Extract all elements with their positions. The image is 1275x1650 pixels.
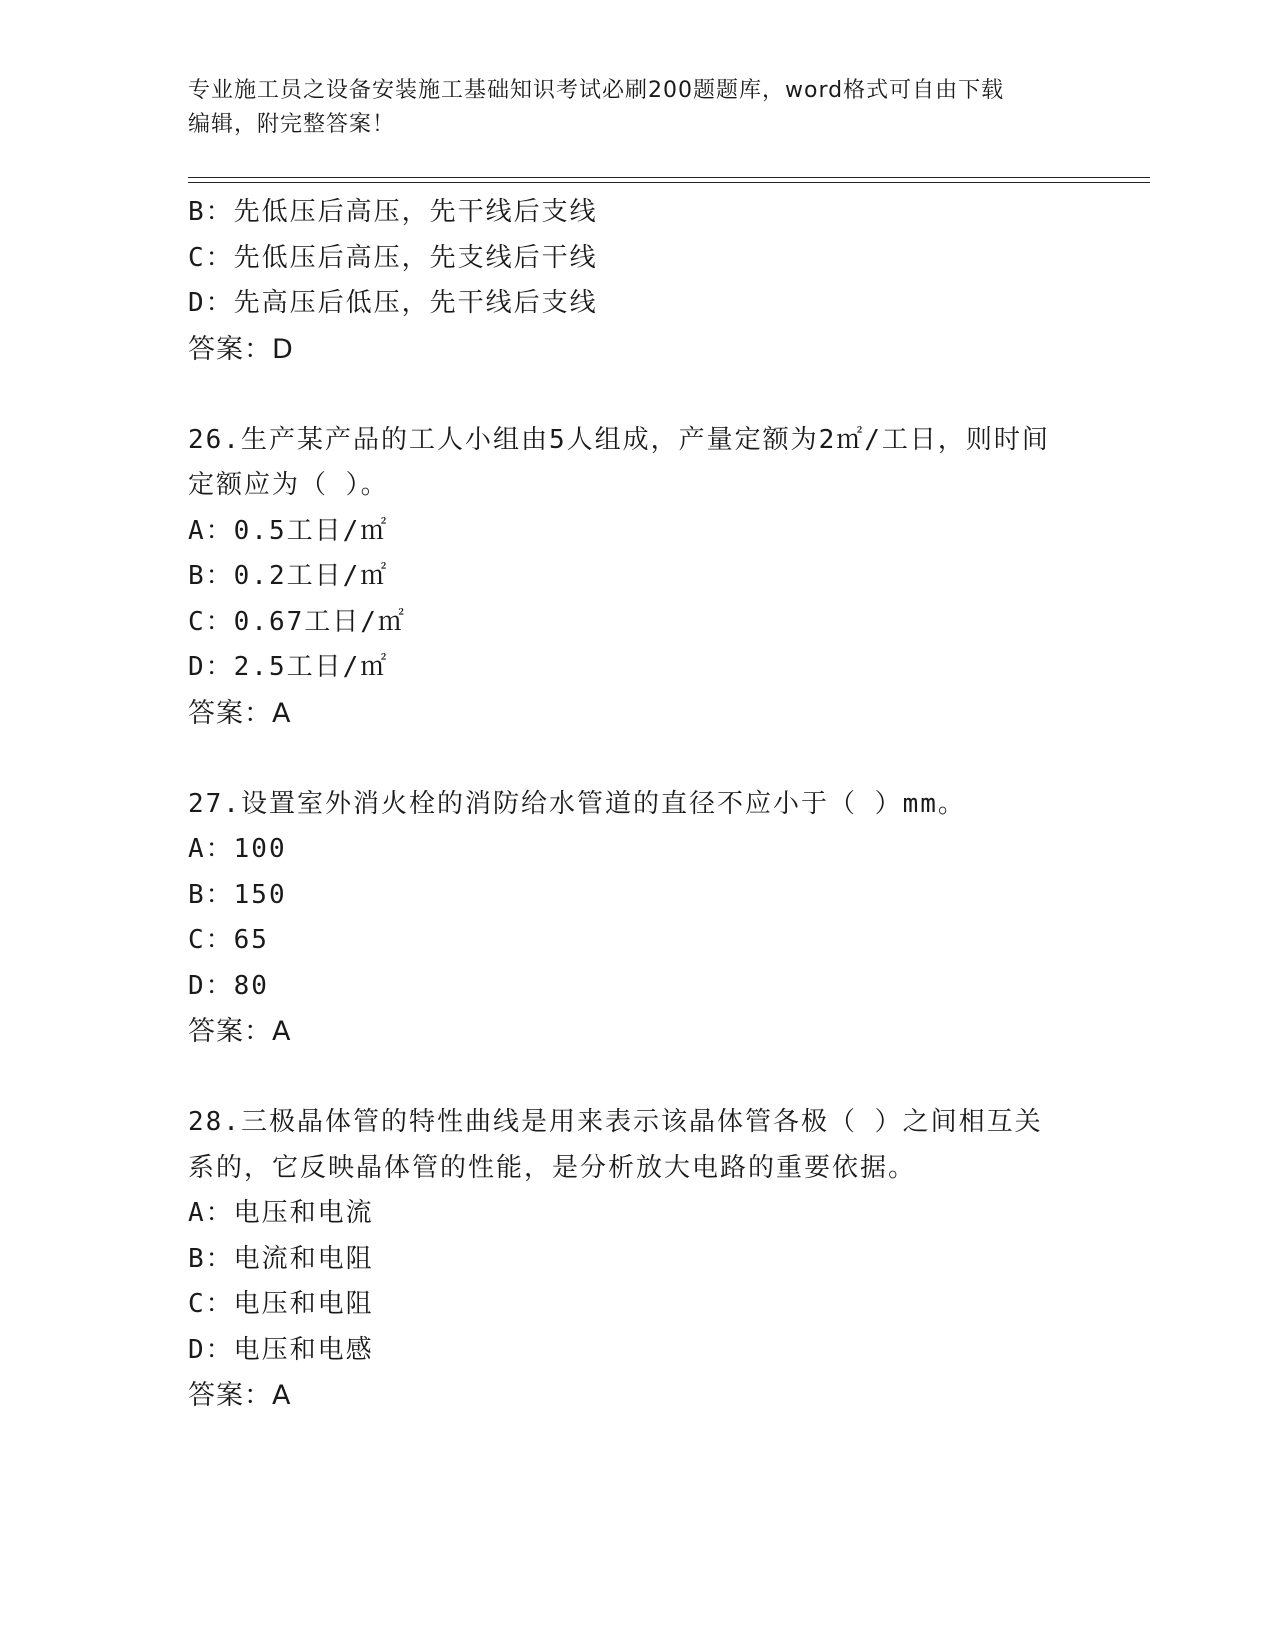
question-stem: 27.设置室外消火栓的消防给水管道的直径不应小于（ ）mm。 xyxy=(188,788,966,819)
answer: 答案：D xyxy=(188,333,294,365)
question-stem: 28.三极晶体管的特性曲线是用来表示该晶体管各极（ ）之间相互关 xyxy=(188,1107,1043,1137)
option-b: B：0.2工日/㎡ xyxy=(188,561,389,591)
question-spacer xyxy=(188,736,1088,782)
option-b: B：电流和电阻 xyxy=(188,1243,374,1274)
option-a: A：电压和电流 xyxy=(188,1198,374,1228)
header-divider-top xyxy=(188,177,1150,178)
option-b: B：先低压后高压，先干线后支线 xyxy=(188,197,598,227)
option-c: C：电压和电阻 xyxy=(188,1289,374,1319)
question-26 xyxy=(188,418,1088,737)
option-a: A：0.5工日/㎡ xyxy=(188,515,389,546)
answer: 答案：A xyxy=(188,1380,292,1411)
answer: 答案：A xyxy=(188,1016,292,1047)
question-27 xyxy=(188,782,1088,1055)
header-line-1: 专业施工员之设备安装施工基础知识考试必刷200题题库，word格式可自由下载 xyxy=(188,78,1005,103)
question-stem: 26.生产某产品的工人小组由5人组成，产量定额为2㎡/工日，则时间 xyxy=(188,424,1050,455)
question-28 xyxy=(188,1100,1088,1419)
header-line-2: 编辑，附完整答案！ xyxy=(188,112,396,137)
answer: 答案：A xyxy=(188,697,292,729)
question-spacer xyxy=(188,372,1088,418)
option-c: C：先低压后高压，先支线后干线 xyxy=(188,242,598,273)
option-b: B：150 xyxy=(188,879,287,910)
option-d: D：2.5工日/㎡ xyxy=(188,652,389,682)
option-d: D：电压和电感 xyxy=(188,1334,374,1365)
document-header xyxy=(188,74,1068,142)
question-list xyxy=(188,190,1088,1419)
question-stem-continued: 定额应为（ ）。 xyxy=(188,470,389,500)
option-d: D：先高压后低压，先干线后支线 xyxy=(188,288,598,318)
question-stem-continued: 系的，它反映晶体管的性能，是分析放大电路的重要依据。 xyxy=(188,1152,917,1183)
question-spacer xyxy=(188,1055,1088,1101)
header-divider-bottom xyxy=(188,182,1150,183)
option-c: C：0.67工日/㎡ xyxy=(188,606,406,637)
option-d: D：80 xyxy=(188,970,269,1001)
question-25 xyxy=(188,190,1088,372)
option-a: A：100 xyxy=(188,834,287,864)
option-c: C：65 xyxy=(188,925,269,955)
